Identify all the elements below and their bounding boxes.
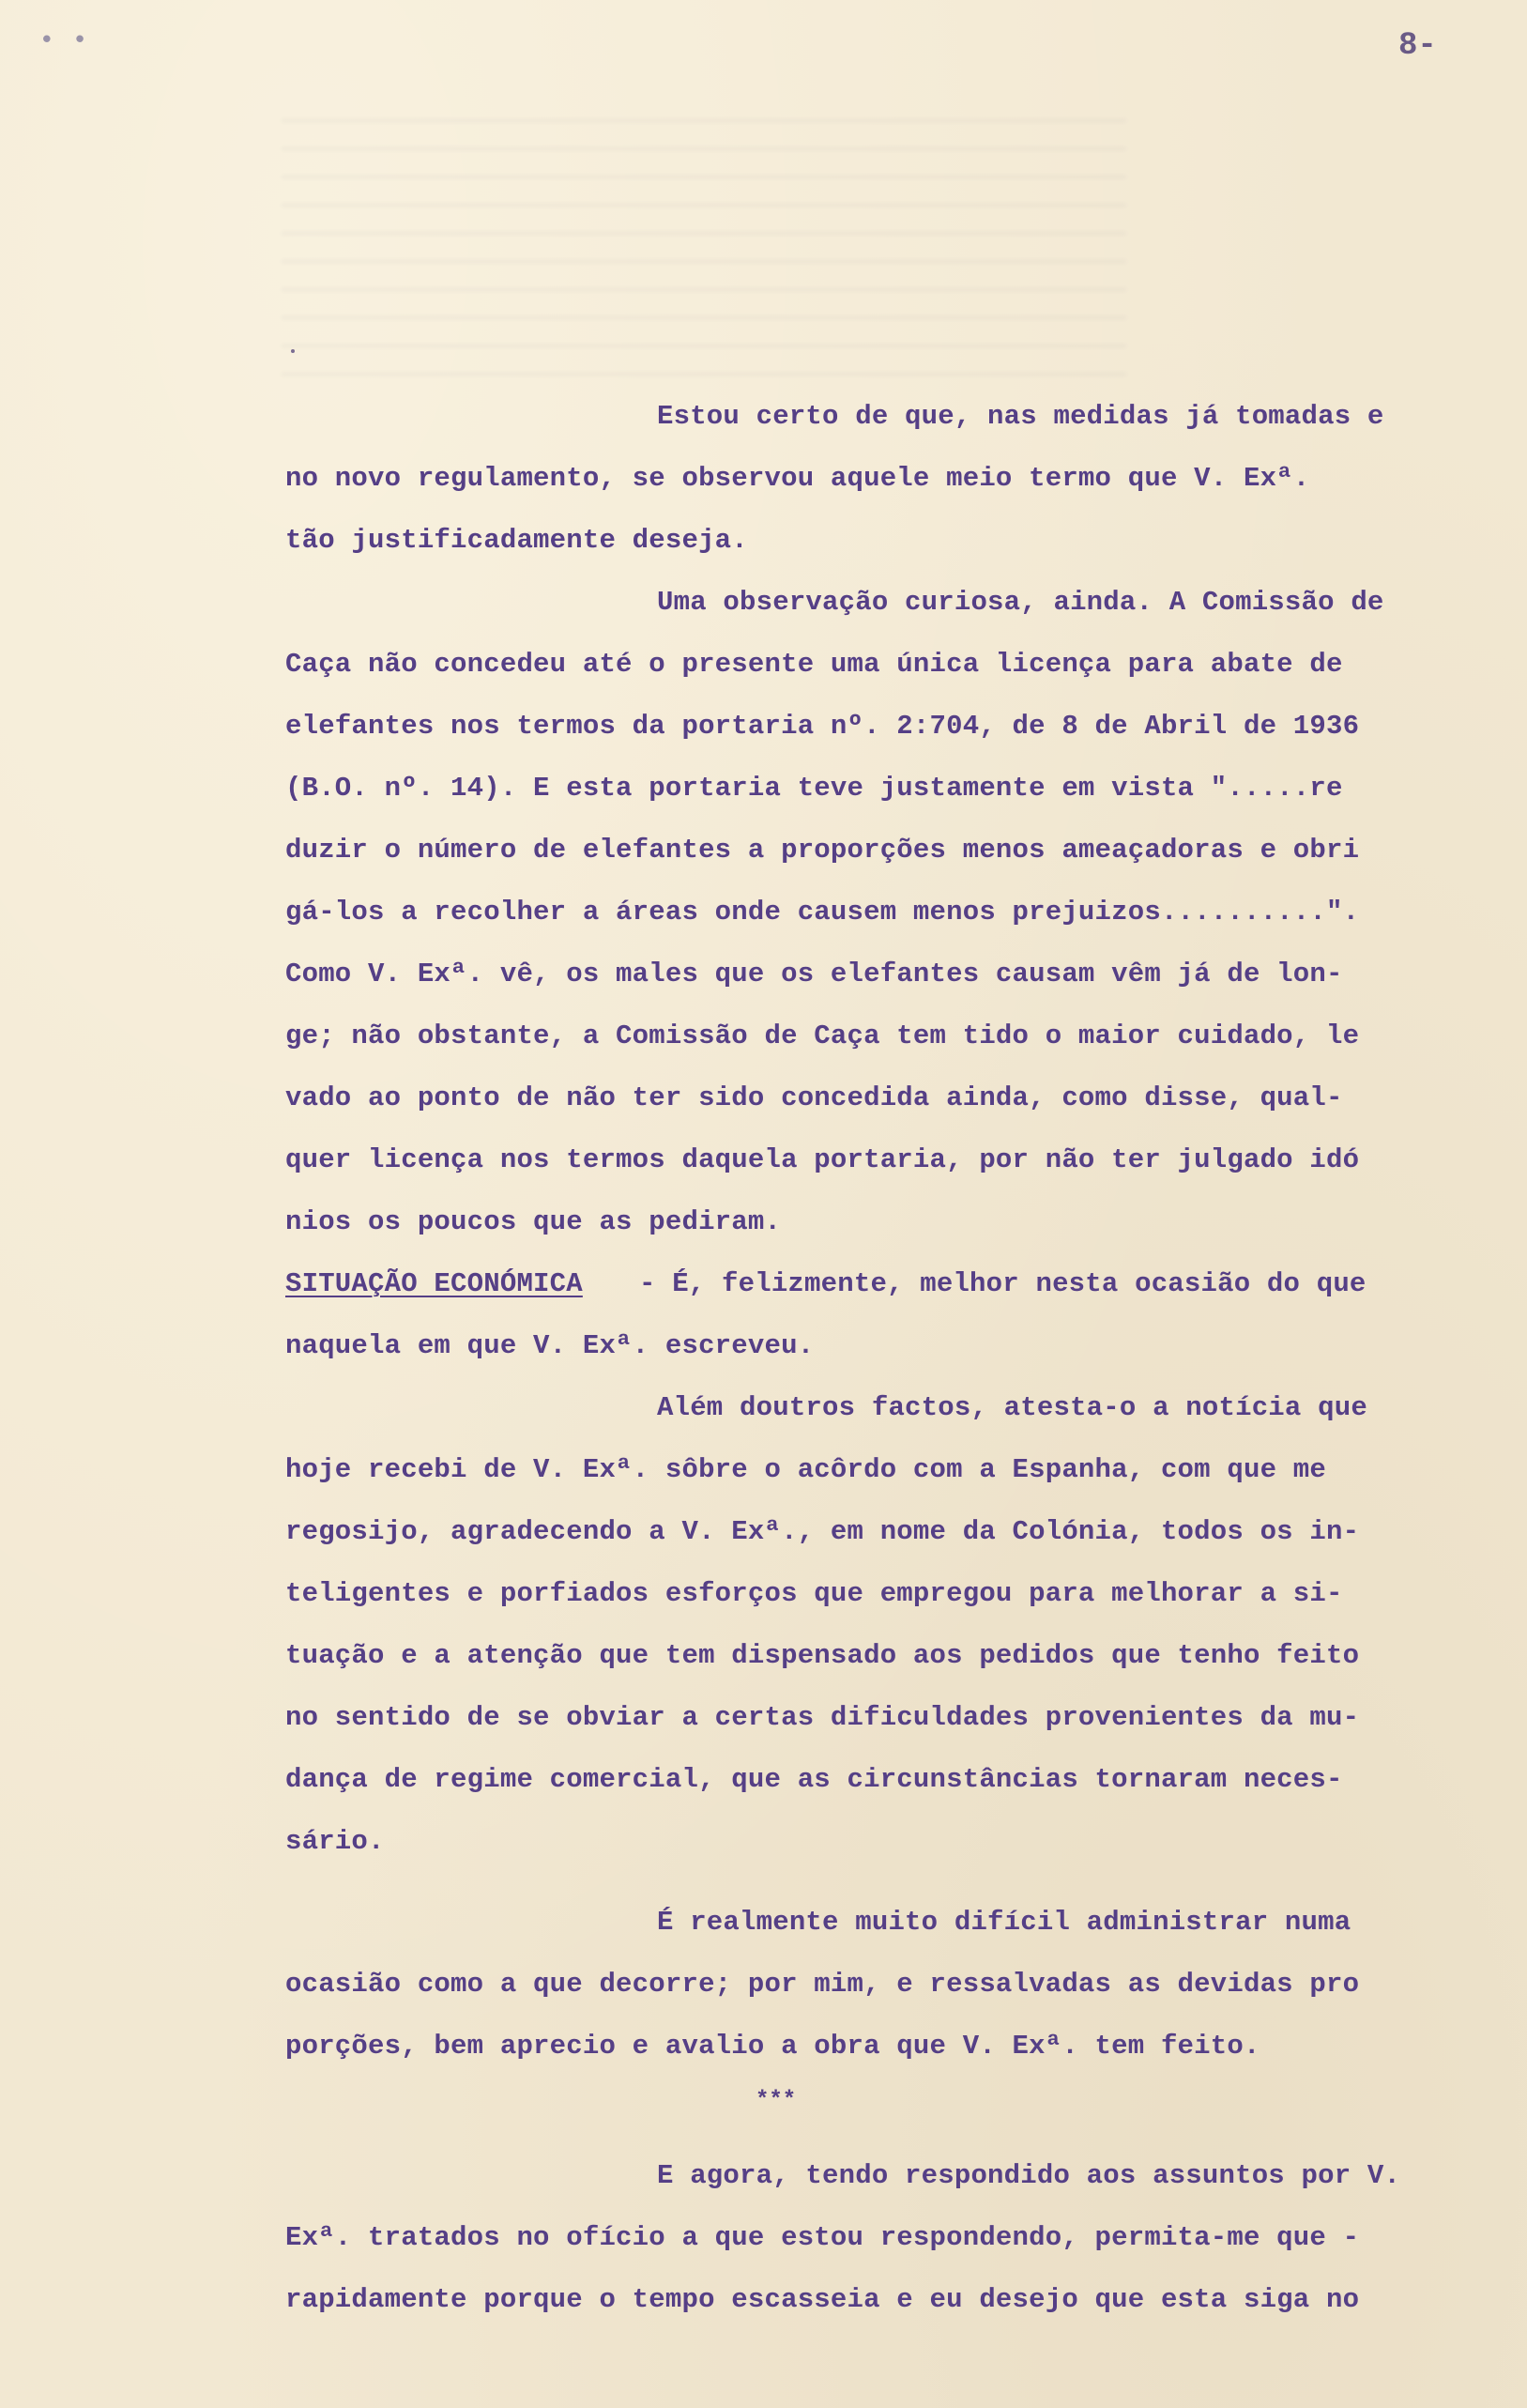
body-line: Como V. Exª. vê, os males que os elefantes causam vêm já de lon- xyxy=(285,959,1343,989)
body-line: no sentido de se obviar a certas dificuldades provenientes da mu- xyxy=(285,1702,1360,1733)
body-line: quer licença nos termos daquela portaria, por não ter julgado idó xyxy=(285,1144,1360,1175)
body-line: rapidamente porque o tempo escasseia e eu desejo que esta siga no xyxy=(285,2284,1360,2315)
body-line: ge; não obstante, a Comissão de Caça tem tido o maior cuidado, le xyxy=(285,1020,1360,1051)
body-line: Uma observação curiosa, ainda. A Comissão de xyxy=(657,587,1384,618)
body-line: naquela em que V. Exª. escreveu. xyxy=(285,1330,815,1361)
body-line: nios os poucos que as pediram. xyxy=(285,1206,782,1237)
body-line: porções, bem aprecio e avalio a obra que V. Exª. tem feito. xyxy=(285,2031,1260,2062)
body-line: E agora, tendo respondido aos assuntos por V. xyxy=(657,2160,1401,2191)
body-line: tuação e a atenção que tem dispensado aos pedidos que tenho feito xyxy=(285,1640,1360,1671)
body-line: vado ao ponto de não ter sido concedida ainda, como disse, qual- xyxy=(285,1082,1343,1113)
section-heading: SITUAÇÃO ECONÓMICA xyxy=(285,1268,583,1299)
body-line: É realmente muito difícil administrar numa xyxy=(657,1907,1351,1938)
body-line: ocasião como a que decorre; por mim, e ressalvadas as devidas pro xyxy=(285,1969,1360,2000)
body-line: sário. xyxy=(285,1826,385,1857)
corner-mark: • • xyxy=(39,26,89,54)
body-line: regosijo, agradecendo a V. Exª., em nome da Colónia, todos os in- xyxy=(285,1516,1360,1547)
body-line: teligentes e porfiados esforços que empregou para melhorar a si- xyxy=(285,1578,1343,1609)
body-line: no novo regulamento, se observou aquele meio termo que V. Exª. xyxy=(285,463,1310,494)
body-line: Exª. tratados no ofício a que estou respondendo, permita-me que - xyxy=(285,2222,1360,2253)
body-line: hoje recebi de V. Exª. sôbre o acôrdo com a Espanha, com que me xyxy=(285,1454,1326,1485)
body-line: (B.O. nº. 14). E esta portaria teve justamente em vista ".....re xyxy=(285,773,1343,804)
body-line: Caça não concedeu até o presente uma única licença para abate de xyxy=(285,649,1343,680)
body-line: tão justificadamente deseja. xyxy=(285,525,748,556)
page-number: 8- xyxy=(1398,28,1437,64)
body-line: duzir o número de elefantes a proporções menos ameaçadoras e obri xyxy=(285,835,1360,866)
body-line: Além doutros factos, atesta-o a notícia que xyxy=(657,1392,1367,1423)
body-line: gá-los a recolher a áreas onde causem menos prejuizos..........". xyxy=(285,897,1360,928)
body-line: Estou certo de que, nas medidas já tomadas e xyxy=(657,401,1384,432)
bleed-through-texture xyxy=(282,94,1126,376)
ink-dot xyxy=(291,349,295,353)
section-separator: *** xyxy=(756,2088,797,2113)
body-line: dança de regime comercial, que as circunstâncias tornaram neces- xyxy=(285,1764,1343,1795)
body-line: - É, felizmente, melhor nesta ocasião do que xyxy=(639,1268,1367,1299)
body-line: elefantes nos termos da portaria nº. 2:704, de 8 de Abril de 1936 xyxy=(285,711,1360,742)
